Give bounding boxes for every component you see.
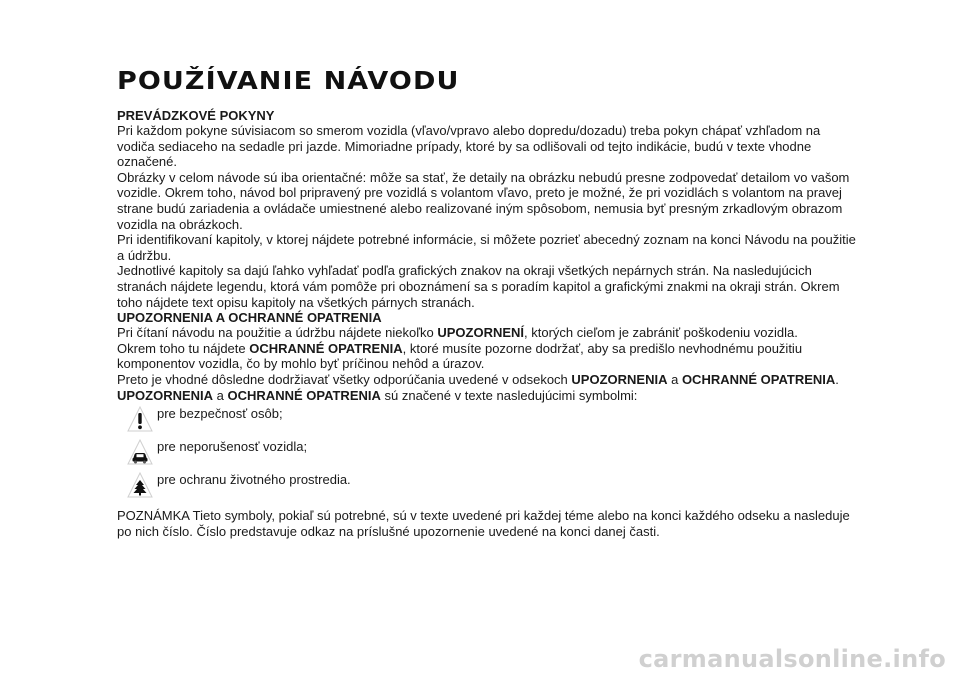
text-run: Preto je vhodné dôsledne dodržiavať všetky odporúčania uvedené v odsekoch <box>117 371 572 387</box>
page-title: POUŽÍVANIE NÁVODU <box>117 66 460 95</box>
paragraph <box>117 372 859 388</box>
note-paragraph: POZNÁMKA Tieto symboly, pokiaľ sú potrebné, sú v texte uvedené pri každej téme alebo na konci každého odseku a nasleduje po nich číslo. Číslo predstavuje odkaz na príslušné upozornenie uvedené na konci danej časti. <box>117 508 850 539</box>
bold-term: UPOZORNENÍ <box>437 325 525 341</box>
paragraph <box>117 325 859 341</box>
person-warning-icon <box>127 406 153 434</box>
bold-term: UPOZORNENIA <box>571 371 668 387</box>
text-run: , ktoré musíte pozorne dodržať, aby sa predišlo nevhodnému použitiu komponentov vozidla, čo by mohlo byť príčinou nehôd a úrazov. <box>117 340 803 372</box>
paragraph: Pri každom pokyne súvisiacom so smerom vozidla (vľavo/vpravo alebo dopredu/dozadu) treba pokyn chápať vzhľadom na vodiča sediaceho na sedadle pri jazde. Mimoriadne prípady, ktoré by sa odlišovali od tejto indikácie, budú v texte vhodne označené. <box>117 123 821 170</box>
symbol-item-person <box>117 406 859 436</box>
symbol-item-tree <box>117 472 859 502</box>
section-heading: UPOZORNENIA A OCHRANNÉ OPATRENIA <box>117 310 382 326</box>
text-run: . <box>835 371 839 387</box>
symbol-label: pre ochranu životného prostredia. <box>157 472 351 488</box>
text-run: , ktorých cieľom je zabrániť poškodeniu vozidla. <box>524 325 798 341</box>
manual-page <box>117 66 859 539</box>
paragraph: Jednotlivé kapitoly sa dajú ľahko vyhľadať podľa grafických znakov na okraji všetkých nepárnych strán. Na nasledujúcich stranách nájdete legendu, ktorá vám pomôže pri oboznámení sa s poradím kapitol a grafickými znakmi na okraji strán. Okrem toho nájdete text opisu kapitoly na všetkých párnych stranách. <box>117 263 840 310</box>
tree-warning-icon <box>127 472 153 500</box>
text-run: Pri čítaní návodu na použitie a údržbu nájdete niekoľko <box>117 325 438 341</box>
bold-term: OCHRANNÉ OPATRENIA <box>249 340 403 356</box>
text-run: sú značené v texte nasledujúcimi symbolmi: <box>380 387 638 403</box>
symbol-label: pre bezpečnosť osôb; <box>157 406 283 422</box>
bold-term: UPOZORNENIA <box>117 387 214 403</box>
watermark-text: carmanualsonline.info <box>638 645 946 673</box>
car-warning-icon <box>127 439 153 467</box>
bold-term: OCHRANNÉ OPATRENIA <box>681 371 836 387</box>
section-prevadzkove-pokyny <box>117 108 859 310</box>
text-run: a <box>213 387 228 403</box>
paragraph: Obrázky v celom návode sú iba orientačné: môže sa stať, že detaily na obrázku nebudú presne zodpovedať detailom vo vašom vozidle. Okrem toho, návod bol pripravený pre vozidlá s volantom vľavo, preto je možné, že pri vozidlách s volantom na pravej strane budú zariadenia a ovládače umiestnené alebo realizované iným spôsobom, nemusia byť presným zrkadlovým obrazom vozidla na obrázkoch. <box>117 169 850 232</box>
paragraph <box>117 388 859 404</box>
bold-term: OCHRANNÉ OPATRENIA <box>227 387 381 403</box>
paragraph <box>117 341 859 372</box>
section-upozornenia <box>117 310 859 539</box>
symbol-item-car <box>117 439 859 469</box>
text-run: Okrem toho tu nájdete <box>117 340 250 356</box>
paragraph: Pri identifikovaní kapitoly, v ktorej nájdete potrebné informácie, si môžete pozrieť abecedný zoznam na konci Návodu na použitie a údržbu. <box>117 232 856 263</box>
symbol-label: pre neporušenosť vozidla; <box>157 439 308 455</box>
section-heading: PREVÁDZKOVÉ POKYNY <box>117 108 275 123</box>
text-run: a <box>667 371 682 387</box>
